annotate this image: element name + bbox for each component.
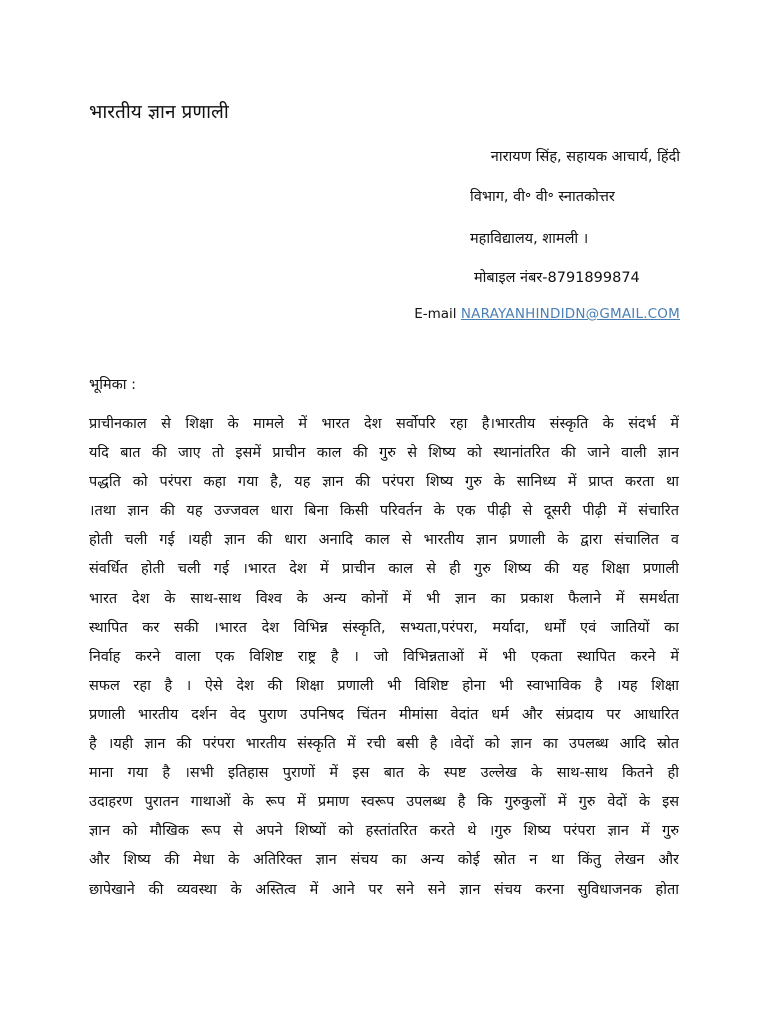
body-line: सफल रहा है । ऐसे देश की शिक्षा प्रणाली भी विशिष्ट होना भी स्वाभाविक है ।यह शिक्षा [89, 677, 679, 694]
author-email-line [414, 302, 680, 326]
body-line: यदि बात की जाए तो इसमें प्राचीन काल की गुरु से शिष्य को स्थानांतरित की जाने वाली ज्ञान [89, 445, 679, 462]
author-college-line: महाविद्यालय, शामली । [470, 231, 589, 247]
body-line: और शिष्य की मेधा के अतिरिक्त ज्ञान संचय का अन्य कोई स्रोत न था किंतु लेखन और [89, 852, 679, 869]
body-line: ।तथा ज्ञान की यह उज्जवल धारा बिना किसी परिवर्तन के एक पीढ़ी से दूसरी पीढ़ी में संचारित [89, 503, 679, 520]
section-heading-introduction: भूमिका : [89, 377, 137, 393]
email-label: E-mail [414, 306, 457, 322]
document-title: भारतीय ज्ञान प्रणाली [89, 101, 229, 123]
email-link[interactable]: NARAYANHINDIDN@GMAIL.COM [460, 306, 680, 322]
body-paragraph [89, 410, 679, 930]
body-line: पद्धति को परंपरा कहा गया है, यह ज्ञान की परंपरा शिष्य गुरु के सानिध्य में प्राप्त करता था [89, 474, 679, 491]
body-line: माना गया है ।सभी इतिहास पुराणों में इस बात के स्पष्ट उल्लेख के साथ-साथ कितने ही [89, 765, 679, 782]
author-department-line: विभाग, वी॰ वी॰ स्नातकोत्तर [470, 189, 615, 205]
body-line: प्राचीनकाल से शिक्षा के मामले में भारत देश सर्वोपरि रहा है।भारतीय संस्कृति के संदर्भ में [89, 416, 679, 432]
body-line: ज्ञान को मौखिक रूप से अपने शिष्यों को हस्तांतरित करते थे ।गुरु शिष्य परंपरा ज्ञान में गुरु [89, 823, 679, 840]
body-line: होती चली गई ।यही ज्ञान की धारा अनादि काल से भारतीय ज्ञान प्रणाली के द्वारा संचालित व [89, 532, 679, 549]
body-line: छापेखाने की व्यवस्था के अस्तित्व में आने पर सने सने ज्ञान संचय करना सुविधाजनक होता [89, 881, 679, 898]
body-line: संवर्धित होती चली गई ।भारत देश में प्राचीन काल से ही गुरु शिष्य की यह शिक्षा प्रणाली [89, 561, 679, 578]
body-line: स्थापित कर सकी ।भारत देश विभिन्न संस्कृति, सभ्यता,परंपरा, मर्यादा, धर्मों एवं जातियों का [89, 619, 679, 636]
body-line: प्रणाली भारतीय दर्शन वेद पुराण उपनिषद चिंतन मीमांसा वेदांत धर्म और संप्रदाय पर आधारित [89, 706, 679, 723]
author-name-line: नारायण सिंह, सहायक आचार्य, हिंदी [490, 149, 680, 165]
body-line: है ।यही ज्ञान की परंपरा भारतीय संस्कृति में रची बसी है ।वेदों को ज्ञान का उपलब्ध आदि स्रोत [89, 736, 679, 753]
body-line: भारत देश के साथ-साथ विश्व के अन्य कोनों में भी ज्ञान का प्रकाश फैलाने में समर्थता [89, 590, 679, 607]
body-line: उदाहरण पुरातन गाथाओं के रूप में प्रमाण स्वरूप उपलब्ध है कि गुरुकुलों में गुरु वेदों के इस [89, 794, 679, 811]
body-line: निर्वाह करने वाला एक विशिष्ट राष्ट्र है । जो विभिन्नताओं में भी एकता स्थापित करने में [89, 648, 679, 665]
author-mobile-line: मोबाइल नंबर-8791899874 [474, 270, 640, 286]
